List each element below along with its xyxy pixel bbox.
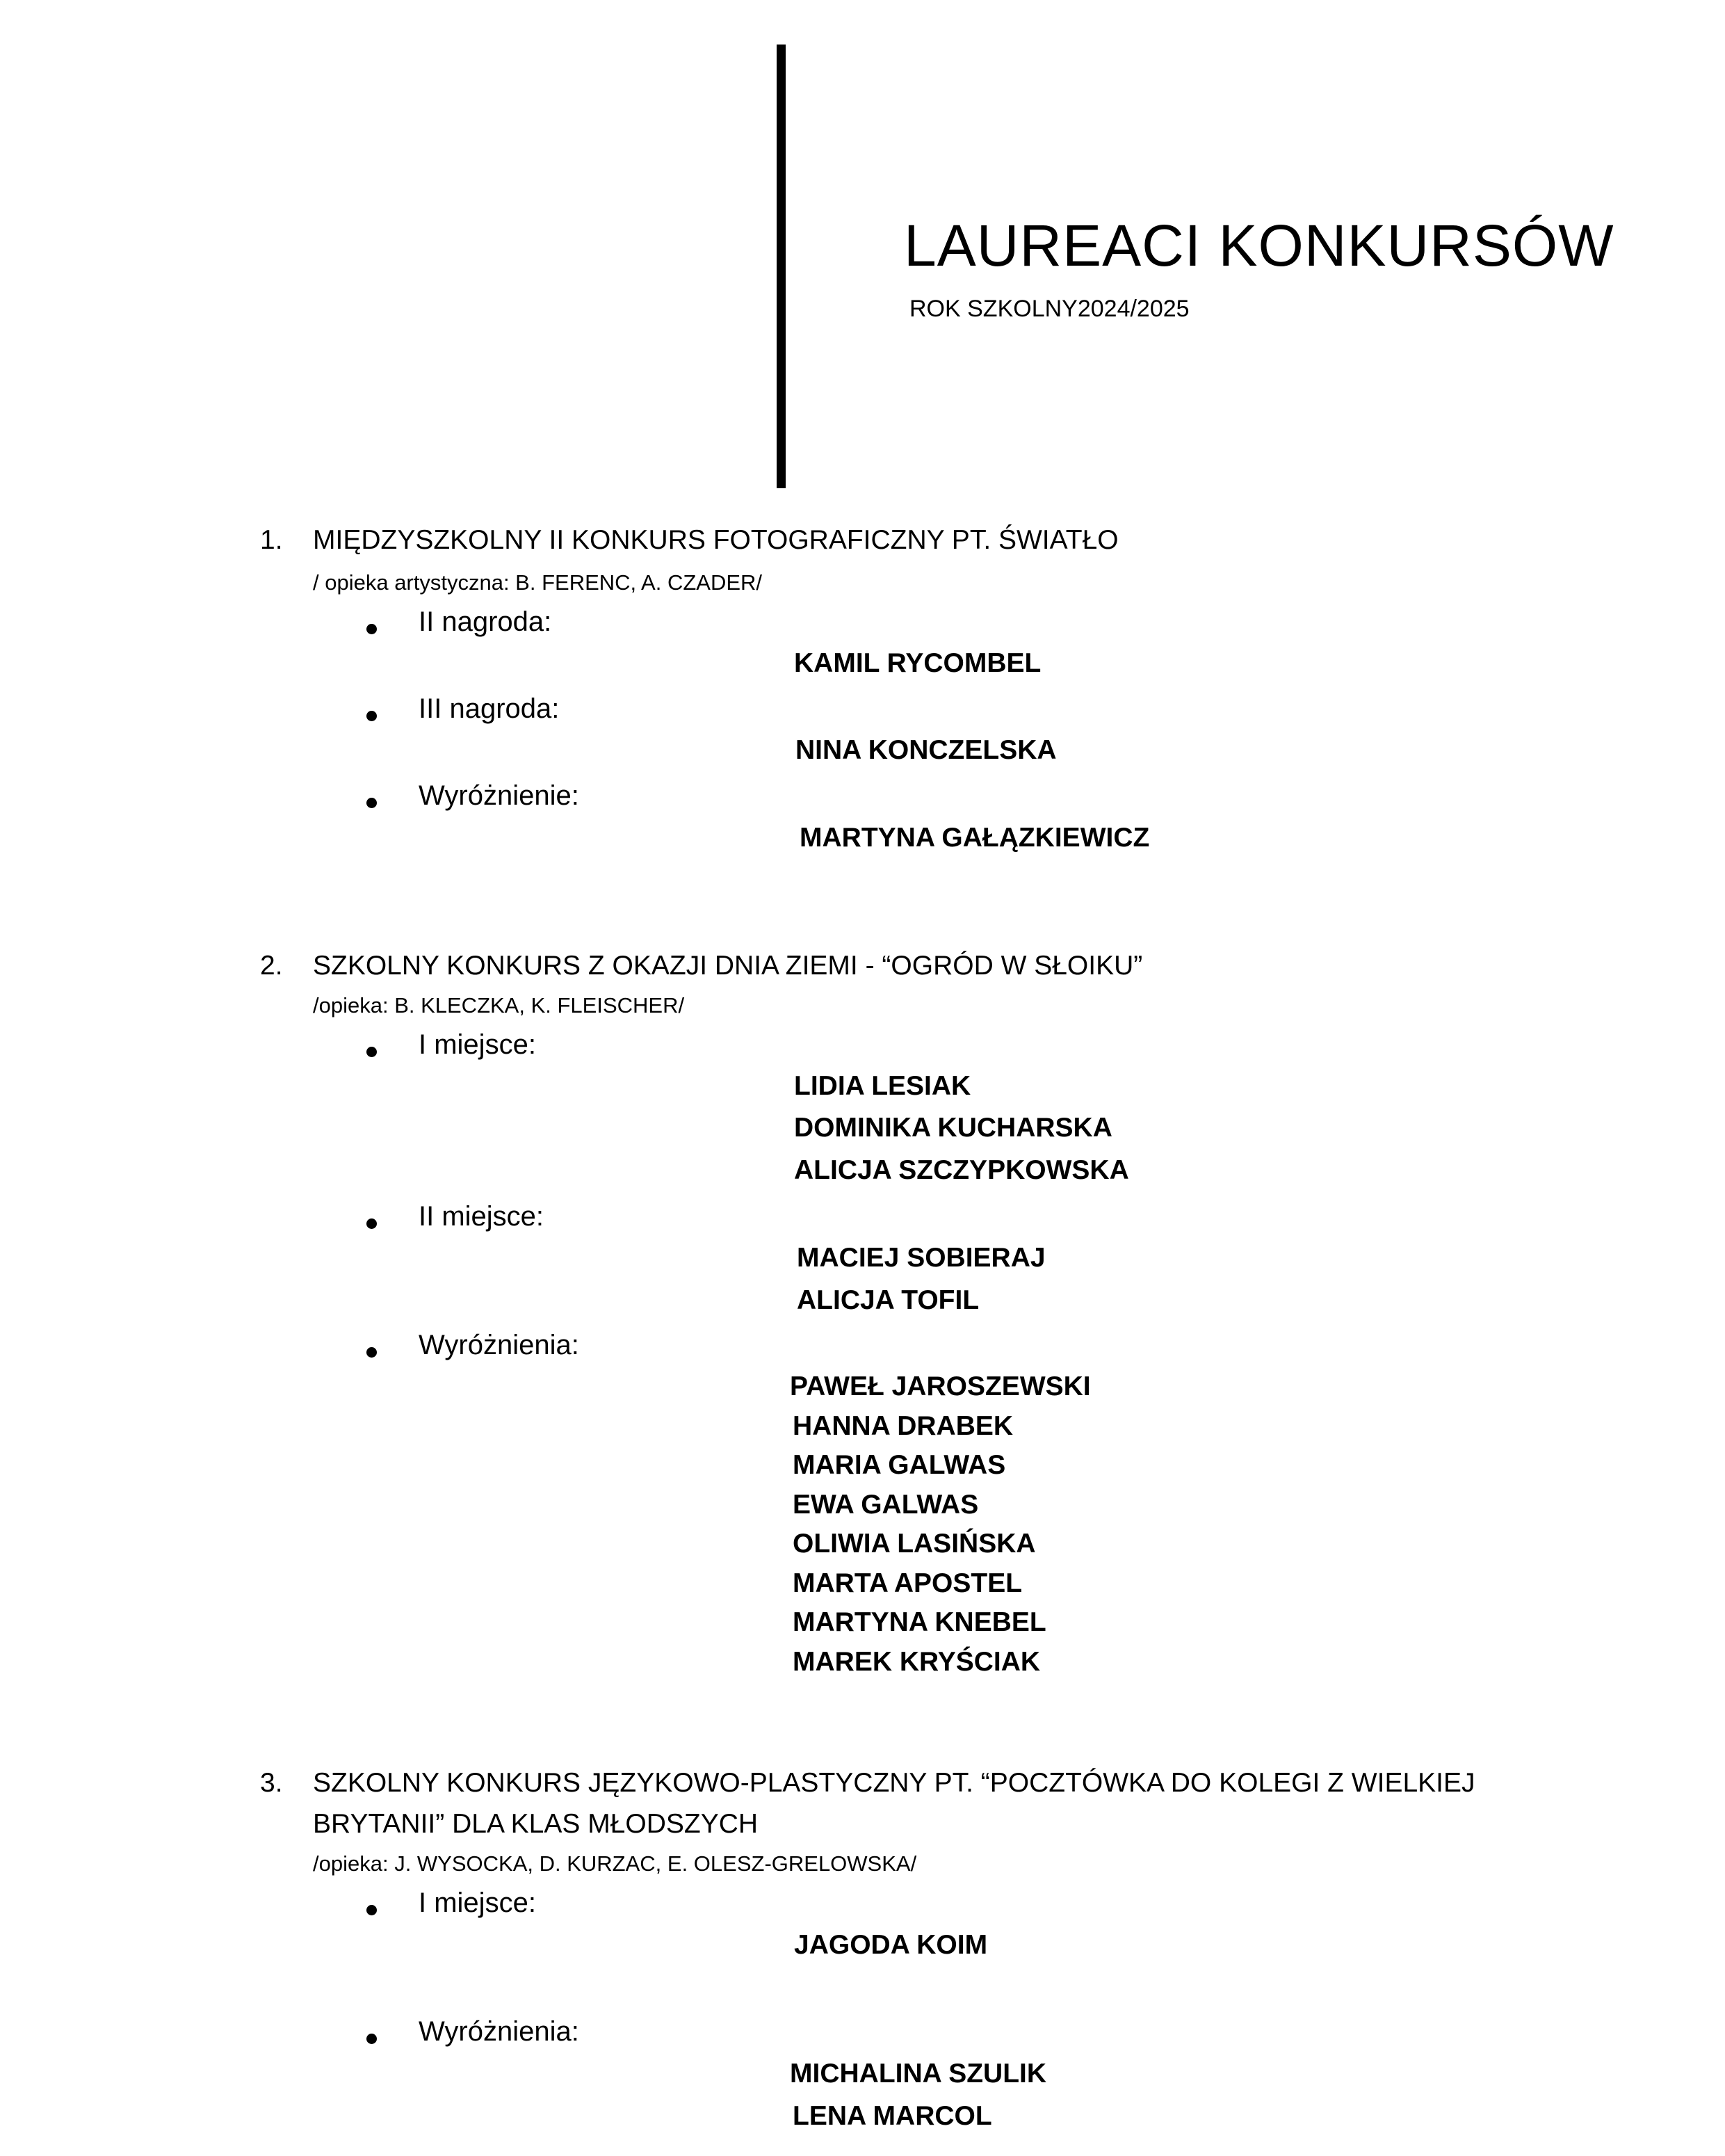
award-label: II miejsce: <box>419 1201 544 1232</box>
award-label: III nagroda: <box>419 693 560 724</box>
section-title: SZKOLNY KONKURS JĘZYKOWO-PLASTYCZNY PT. “POCZTÓWKA DO KOLEGI Z WIELKIEJ <box>313 1768 1475 1798</box>
laureate-name: LIDIA LESIAK <box>794 1071 971 1101</box>
laureate-name: MACIEJ SOBIERAJ <box>797 1243 1046 1273</box>
bullet-icon <box>366 1905 377 1915</box>
bullet-icon <box>366 624 377 634</box>
bullet-icon <box>366 711 377 721</box>
award-label: Wyróżnienia: <box>419 1330 579 1360</box>
laureate-name: JAGODA KOIM <box>794 1930 988 1960</box>
laureate-name: MARTYNA KNEBEL <box>793 1607 1046 1637</box>
laureate-name: MICHALINA SZULIK <box>790 2059 1047 2089</box>
laureate-name: OLIWIA LASIŃSKA <box>793 1529 1036 1559</box>
section-number: 3. <box>260 1768 283 1798</box>
section-supervision: / opieka artystyczna: B. FERENC, A. CZADER/ <box>313 570 763 595</box>
laureate-name: EWA GALWAS <box>793 1490 979 1520</box>
laureate-name: HANNA DRABEK <box>793 1411 1014 1441</box>
laureate-name: MAREK KRYŚCIAK <box>793 1647 1041 1677</box>
award-label: I miejsce: <box>419 1888 536 1918</box>
laureate-name: ALICJA TOFIL <box>797 1285 980 1315</box>
award-label: II nagroda: <box>419 606 552 637</box>
bullet-icon <box>366 798 377 808</box>
laureate-name: LENA MARCOL <box>793 2101 992 2131</box>
bullet-icon <box>366 1047 377 1057</box>
laureate-name: ALICJA SZCZYPKOWSKA <box>794 1155 1129 1185</box>
award-label: Wyróżnienie: <box>419 780 579 811</box>
bullet-icon <box>366 1347 377 1358</box>
laureate-name: MARTYNA GAŁĄZKIEWICZ <box>800 823 1150 853</box>
award-label: I miejsce: <box>419 1029 536 1060</box>
page-title: LAUREACI KONKURSÓW <box>904 213 1614 278</box>
section-number: 1. <box>260 525 283 555</box>
bullet-icon <box>366 2034 377 2044</box>
laureate-name: DOMINIKA KUCHARSKA <box>794 1113 1112 1143</box>
laureate-name: MARTA APOSTEL <box>793 1568 1023 1598</box>
section-title-continued: BRYTANII” DLA KLAS MŁODSZYCH <box>313 1809 759 1839</box>
bullet-icon <box>366 1218 377 1229</box>
section-supervision: /opieka: B. KLECZKA, K. FLEISCHER/ <box>313 993 685 1017</box>
section-supervision: /opieka: J. WYSOCKA, D. KURZAC, E. OLESZ-GRELOWSKA/ <box>313 1851 917 1876</box>
section-number: 2. <box>260 951 283 981</box>
school-year-subtitle: ROK SZKOLNY2024/2025 <box>909 296 1190 322</box>
laureate-name: PAWEŁ JAROSZEWSKI <box>790 1371 1091 1401</box>
laureate-name: KAMIL RYCOMBEL <box>794 648 1042 678</box>
section-title: MIĘDZYSZKOLNY II KONKURS FOTOGRAFICZNY PT. ŚWIATŁO <box>313 525 1119 555</box>
section-title: SZKOLNY KONKURS Z OKAZJI DNIA ZIEMI - “OGRÓD W SŁOIKU” <box>313 951 1143 981</box>
laureate-name: NINA KONCZELSKA <box>795 735 1057 765</box>
vertical-divider-line <box>777 45 786 488</box>
laureate-name: MARIA GALWAS <box>793 1450 1006 1480</box>
award-label: Wyróżnienia: <box>419 2016 579 2047</box>
